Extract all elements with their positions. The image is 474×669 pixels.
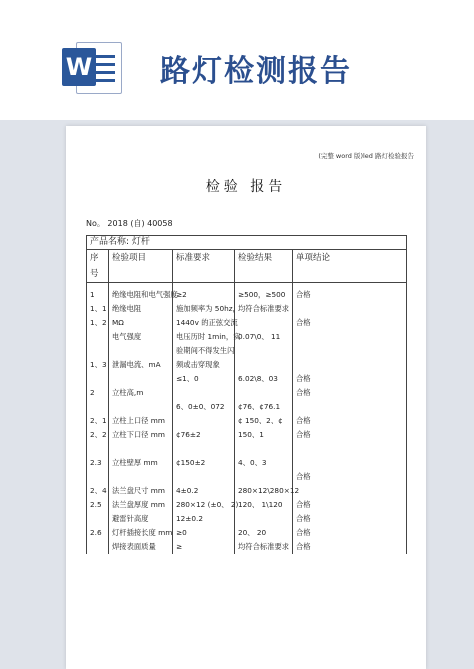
column-header-seq xyxy=(87,250,109,283)
cell-line xyxy=(112,470,169,484)
cell-line: 泄漏电流、mA xyxy=(112,360,161,369)
document-page xyxy=(66,126,426,669)
cell-line: ¢76±2 xyxy=(176,430,201,439)
cell-line xyxy=(238,358,289,372)
cell-line: 验期间不得发生闪 xyxy=(176,346,235,355)
document-header-note: (完整 word 版)led 路灯检验报告 xyxy=(318,152,414,160)
seq-column xyxy=(87,283,109,555)
report-number: No。 2018 (自) 40058 xyxy=(86,219,173,228)
item-column xyxy=(109,283,178,555)
cell-line: 1、1 xyxy=(90,304,107,313)
cell-line: 合格 xyxy=(296,430,311,439)
cell-line xyxy=(296,400,403,414)
cell-line: 2.6 xyxy=(90,528,102,537)
cell-line: 合格 xyxy=(296,374,311,383)
result-column xyxy=(235,283,300,555)
cell-line: 合格 xyxy=(296,290,311,299)
cell-line: 280×12\280×12 xyxy=(238,486,300,495)
cell-line xyxy=(90,512,105,526)
cell-line xyxy=(296,442,403,456)
banner xyxy=(0,0,474,120)
document-title: 检验 报告 xyxy=(205,179,287,195)
cell-line: 焊接表面质量 xyxy=(112,542,156,551)
cell-line: 4、0、3 xyxy=(238,458,267,467)
cell-line: 立柱上口径 mm xyxy=(112,416,166,425)
cell-line: 灯杆插接长度 mm xyxy=(112,528,173,537)
cell-line: 2.3 xyxy=(90,458,102,467)
cell-line xyxy=(296,484,403,498)
banner-title: 路灯检测报告 xyxy=(160,54,352,89)
column-header-result: 检验结果 xyxy=(235,250,293,283)
cell-line: ¢76、¢76.1 xyxy=(238,402,281,411)
cell-line: 6、0±0、072 xyxy=(176,402,225,411)
cell-line xyxy=(238,442,289,456)
cell-line: 1 xyxy=(90,290,95,299)
cell-line: 1、2 xyxy=(90,318,107,327)
column-header-seq-line-1: 序 xyxy=(90,253,99,263)
cell-line: 20、 20 xyxy=(238,528,267,537)
cell-line: 均符合标准要求 xyxy=(238,304,290,313)
cell-line: 合格 xyxy=(296,416,311,425)
product-name: 产品名称: 灯杆 xyxy=(87,236,407,250)
cell-line xyxy=(176,386,231,400)
cell-line: 6.02\8、03 xyxy=(238,374,278,383)
cell-line xyxy=(90,400,105,414)
inspection-table xyxy=(86,235,407,554)
cell-line: 0.07\0、 11 xyxy=(238,332,281,341)
cell-line xyxy=(112,372,169,386)
cell-line xyxy=(90,372,105,386)
cell-line: 法兰盘尺寸 mm xyxy=(112,486,166,495)
cell-line: 2、1 xyxy=(90,416,107,425)
cell-line: 电压历时 1min，实 xyxy=(176,332,241,341)
cell-line: ¢150±2 xyxy=(176,458,206,467)
cell-line: 绝缘电阻和电气强度 xyxy=(112,290,178,299)
cell-line: 均符合标准要求 xyxy=(238,542,290,551)
cell-line xyxy=(112,442,169,456)
column-header-item: 检验项目 xyxy=(109,250,173,283)
cell-line xyxy=(90,470,105,484)
cell-line: 电气强度 xyxy=(112,332,142,341)
column-header-seq-line-2: 号 xyxy=(90,269,99,279)
cell-line xyxy=(296,456,403,470)
cell-line xyxy=(238,512,289,526)
cell-line: 280×12 (±0、 2) xyxy=(176,500,239,509)
word-letter-badge: W xyxy=(62,48,96,86)
cell-line: 合格 xyxy=(296,500,311,509)
cell-line xyxy=(112,344,169,358)
cell-line: 1、3 xyxy=(90,360,107,369)
cell-line: 合格 xyxy=(296,542,311,551)
cell-line: 立柱下口径 mm xyxy=(112,430,166,439)
cell-line xyxy=(90,442,105,456)
column-header-standard: 标准要求 xyxy=(173,250,235,283)
cell-line xyxy=(296,330,403,344)
cell-line: 12±0.2 xyxy=(176,514,204,523)
standard-column xyxy=(173,283,241,555)
cell-line: 1440v 的正弦交流 xyxy=(176,318,238,327)
cell-line xyxy=(112,400,169,414)
cell-line xyxy=(90,344,105,358)
cell-line xyxy=(176,470,231,484)
product-name-row xyxy=(87,236,407,250)
cell-line: ≥500，≥500 xyxy=(238,290,286,299)
cell-line: 2、4 xyxy=(90,486,107,495)
cell-line: 2、2 xyxy=(90,430,107,439)
cell-line: 立柱壁厚 mm xyxy=(112,458,158,467)
column-header-conclusion: 单项结论 xyxy=(293,250,407,283)
word-app-icon xyxy=(62,38,122,96)
cell-line xyxy=(238,470,289,484)
cell-line: 避雷针高度 xyxy=(112,514,149,523)
cell-line: ¢ 150、2、¢ xyxy=(238,416,283,425)
cell-line: 4±0.2 xyxy=(176,486,199,495)
cell-line: 法兰盘厚度 mm xyxy=(112,500,166,509)
cell-line: 2 xyxy=(90,388,95,397)
cell-line: ≥ xyxy=(176,542,183,551)
cell-line: 合格 xyxy=(296,472,311,481)
cell-line: MΩ xyxy=(112,318,124,327)
cell-line: ≥2 xyxy=(176,290,187,299)
cell-line: 立柱高,m xyxy=(112,388,144,397)
cell-line: 合格 xyxy=(296,514,311,523)
cell-line: ≤1、0 xyxy=(176,374,199,383)
cell-line xyxy=(176,442,231,456)
cell-line xyxy=(238,316,289,330)
cell-line xyxy=(90,330,105,344)
cell-line xyxy=(176,414,231,428)
cell-line: 频或击穿现象 xyxy=(176,360,220,369)
table-body-row xyxy=(87,283,407,555)
table-header-row xyxy=(87,250,407,283)
cell-line: 120、 1\120 xyxy=(238,500,283,509)
cell-line: 150、1 xyxy=(238,430,264,439)
cell-line: 合格 xyxy=(296,318,311,327)
cell-line xyxy=(296,358,403,372)
cell-line xyxy=(296,344,403,358)
cell-line: 2.5 xyxy=(90,500,102,509)
cell-line xyxy=(296,302,403,316)
cell-line xyxy=(238,344,289,358)
cell-line: ≥0 xyxy=(176,528,187,537)
cell-line: 合格 xyxy=(296,388,311,397)
cell-line: 绝缘电阻 xyxy=(112,304,142,313)
conclusion-column xyxy=(293,283,407,555)
cell-line: 施加频率为 50hz， xyxy=(176,304,240,313)
cell-line: 合格 xyxy=(296,528,311,537)
cell-line xyxy=(238,386,289,400)
